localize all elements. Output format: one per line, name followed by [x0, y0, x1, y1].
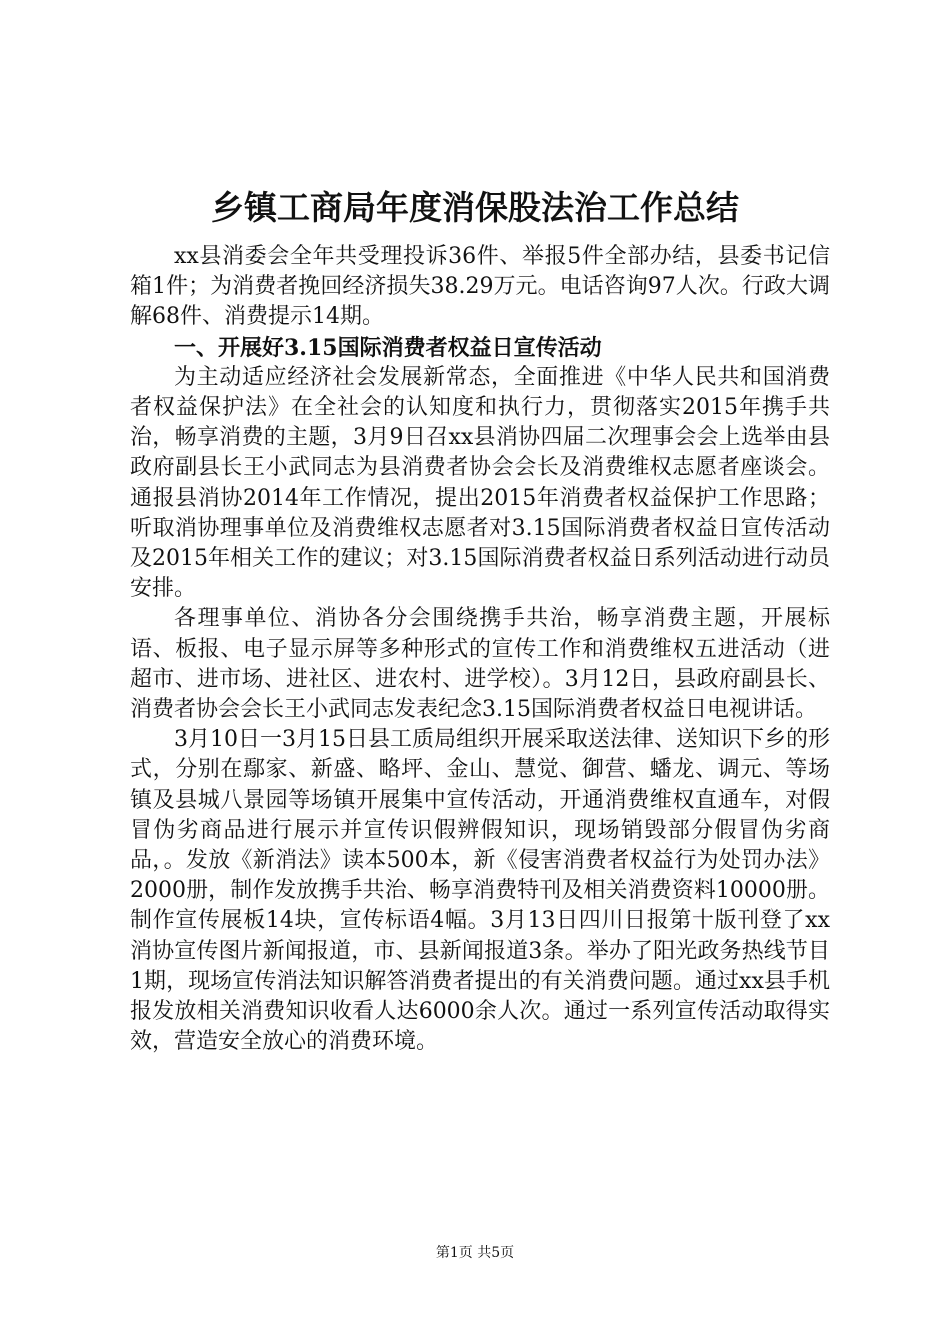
section-heading-1: 一、开展好3.15国际消费者权益日宣传活动: [174, 334, 602, 361]
page-footer: 第1页 共5页: [435, 1245, 515, 1261]
paragraph-meeting: 为主动适应经济社会发展新常态，全面推进《中华人民共和国消费者权益保护法》在全社会的认知度和执行力，贯彻落实2015年携手共治，畅享消费的主题，3月9日召xx县消协四届二次理事会会上选举由县政府副县长王小武同志为县消费者协会会长及消费维权志愿者座谈会。通报县消协2014年工作情况，提出2015年消费者权益保护工作思路；听取消协理事单位及消费维权志愿者对3.15国际消费者权益日宣传活动及2015年相关工作的建议；对3.15国际消费者权益日系列活动进行动员安排。: [130, 364, 830, 602]
document-title: 乡镇工商局年度消保股法治工作总结: [211, 188, 739, 227]
paragraph-summary: xx县消委会全年共受理投诉36件、举报5件全部办结，县委书记信箱1件；为消费者挽回经济损失38.29万元。电话咨询97人次。行政大调解68件、消费提示14期。: [130, 244, 830, 330]
paragraph-campaign: 3月10日一3月15日县工质局组织开展采取送法律、送知识下乡的形式，分别在鄢家、新盛、略坪、金山、慧觉、御营、蟠龙、调元、等场镇及县城八景园等场镇开展集中宣传活动，开通消费维权直通车，对假冒伪劣商品进行展示并宣传识假辨假知识，现场销毁部分假冒伪劣商品，。发放《新消法》读本500本，新《侵害消费者权益行为处罚办法》2000册，制作发放携手共治、畅享消费特刊及相关消费资料10000册。制作宣传展板14块，宣传标语4幅。3月13日四川日报第十版刊登了xx消协宣传图片新闻报道，市、县新闻报道3条。举办了阳光政务热线节目1期，现场宣传消法知识解答消费者提出的有关消费问题。通过xx县手机报发放相关消费知识收看人达6000余人次。通过一系列宣传活动取得实效，营造安全放心的消费环境。: [130, 727, 830, 1055]
paragraph-members: 各理事单位、消协各分会围绕携手共治，畅享消费主题，开展标语、板报、电子显示屏等多种形式的宣传工作和消费维权五进活动（进超市、进市场、进社区、进农村、进学校）。3月12日，县政府副县长、消费者协会会长王小武同志发表纪念3.15国际消费者权益日电视讲话。: [130, 606, 830, 723]
document-body: [130, 242, 830, 1057]
